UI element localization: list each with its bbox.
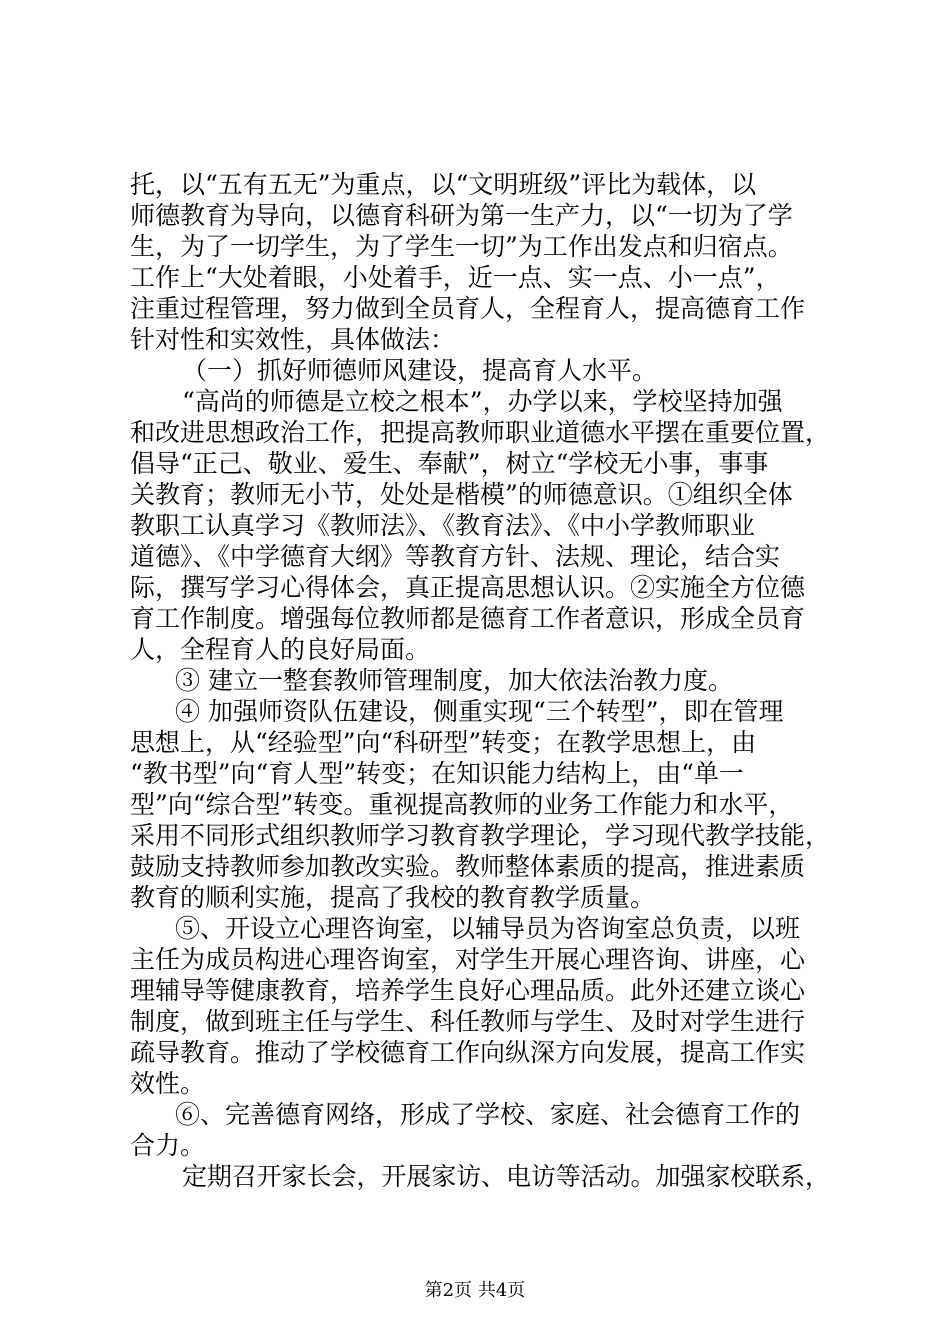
text-line: 定期召开家长会，开展家访、电访等活动。加强家校联系， [182,1162,830,1191]
text-line: 教职工认真学习《教师法》、《教育法》、《中小学教师职业 [130,511,756,540]
text-line: 生，为了一切学生，为了学生一切”为工作出发点和归宿点。 [130,232,793,261]
text-line: 托，以“五有五无”为重点，以“文明班级”评比为载体，以 [130,170,757,199]
text-line: 型”向“综合型”转变。重视提高教师的业务工作能力和水平， [130,790,794,819]
text-line: ④ 加强师资队伍建设，侧重实现“三个转型”，即在管理 [175,697,784,726]
text-line: 合力。 [130,1131,206,1160]
text-line: 注重过程管理，努力做到全员育人，全程育人，提高德育工作 [130,294,806,323]
text-line: 关教育；教师无小节，处处是楷模”的师德意识。①组织全体 [130,480,793,509]
text-line: （一）抓好师德师风建设，提高育人水平。 [182,356,658,385]
page-footer: 第2页 共4页 [424,1280,526,1301]
text-line: 育工作制度。增强每位教师都是德育工作者意识，形成全员育 [130,604,806,633]
text-line: 效性。 [130,1069,206,1098]
text-line: 主任为成员构进心理咨询室，对学生开展心理咨询、讲座，心 [130,945,806,974]
text-line: 思想上，从“经验型”向“科研型”转变；在教学思想上，由 [130,728,757,757]
text-line: 理辅导等健康教育，培养学生良好心理品质。此外还建立谈心 [130,976,806,1005]
text-line: 教育的顺利实施，提高了我校的教育教学质量。 [130,883,656,912]
text-line: ③ 建立一整套教师管理制度，加大依法治教力度。 [175,666,733,695]
text-line: 和改进思想政治工作，把提高教师职业道德水平摆在重要位置， [130,418,831,447]
text-line: “教书型”向“育人型”转变；在知识能力结构上，由“单一 [130,759,744,788]
text-line: 师德教育为导向，以德育科研为第一生产力，以“一切为了学 [130,201,793,230]
text-line: ⑤、开设立心理咨询室，以辅导员为咨询室总负责，以班 [175,914,801,943]
text-line: 倡导“正己、敬业、爱生、奉献”，树立“学校无小事，事事 [130,449,769,478]
text-line: 制度，做到班主任与学生、科任教师与学生、及时对学生进行 [130,1007,806,1036]
text-line: 际，撰写学习心得体会，真正提高思想认识。②实施全方位德 [130,573,806,602]
text-line: 道德》、《中学德育大纲》等教育方针、法规、理论，结合实 [130,542,781,571]
text-line: 采用不同形式组织教师学习教育教学理论，学习现代教学技能， [130,821,831,850]
text-line: 鼓励支持教师参加教改实验。教师整体素质的提高，推进素质 [130,852,806,881]
text-line: “高尚的师德是立校之根本”，办学以来，学校坚持加强 [182,387,783,416]
text-line: 疏导教育。推动了学校德育工作向纵深方向发展，提高工作实 [130,1038,806,1067]
text-line: 针对性和实效性，具体做法： [130,325,456,354]
text-line: 工作上“大处着眼，小处着手，近一点、实一点、小一点”， [130,263,781,292]
text-line: ⑥、完善德育网络，形成了学校、家庭、社会德育工作的 [175,1100,801,1129]
text-line: 人，全程育人的良好局面。 [130,635,431,664]
